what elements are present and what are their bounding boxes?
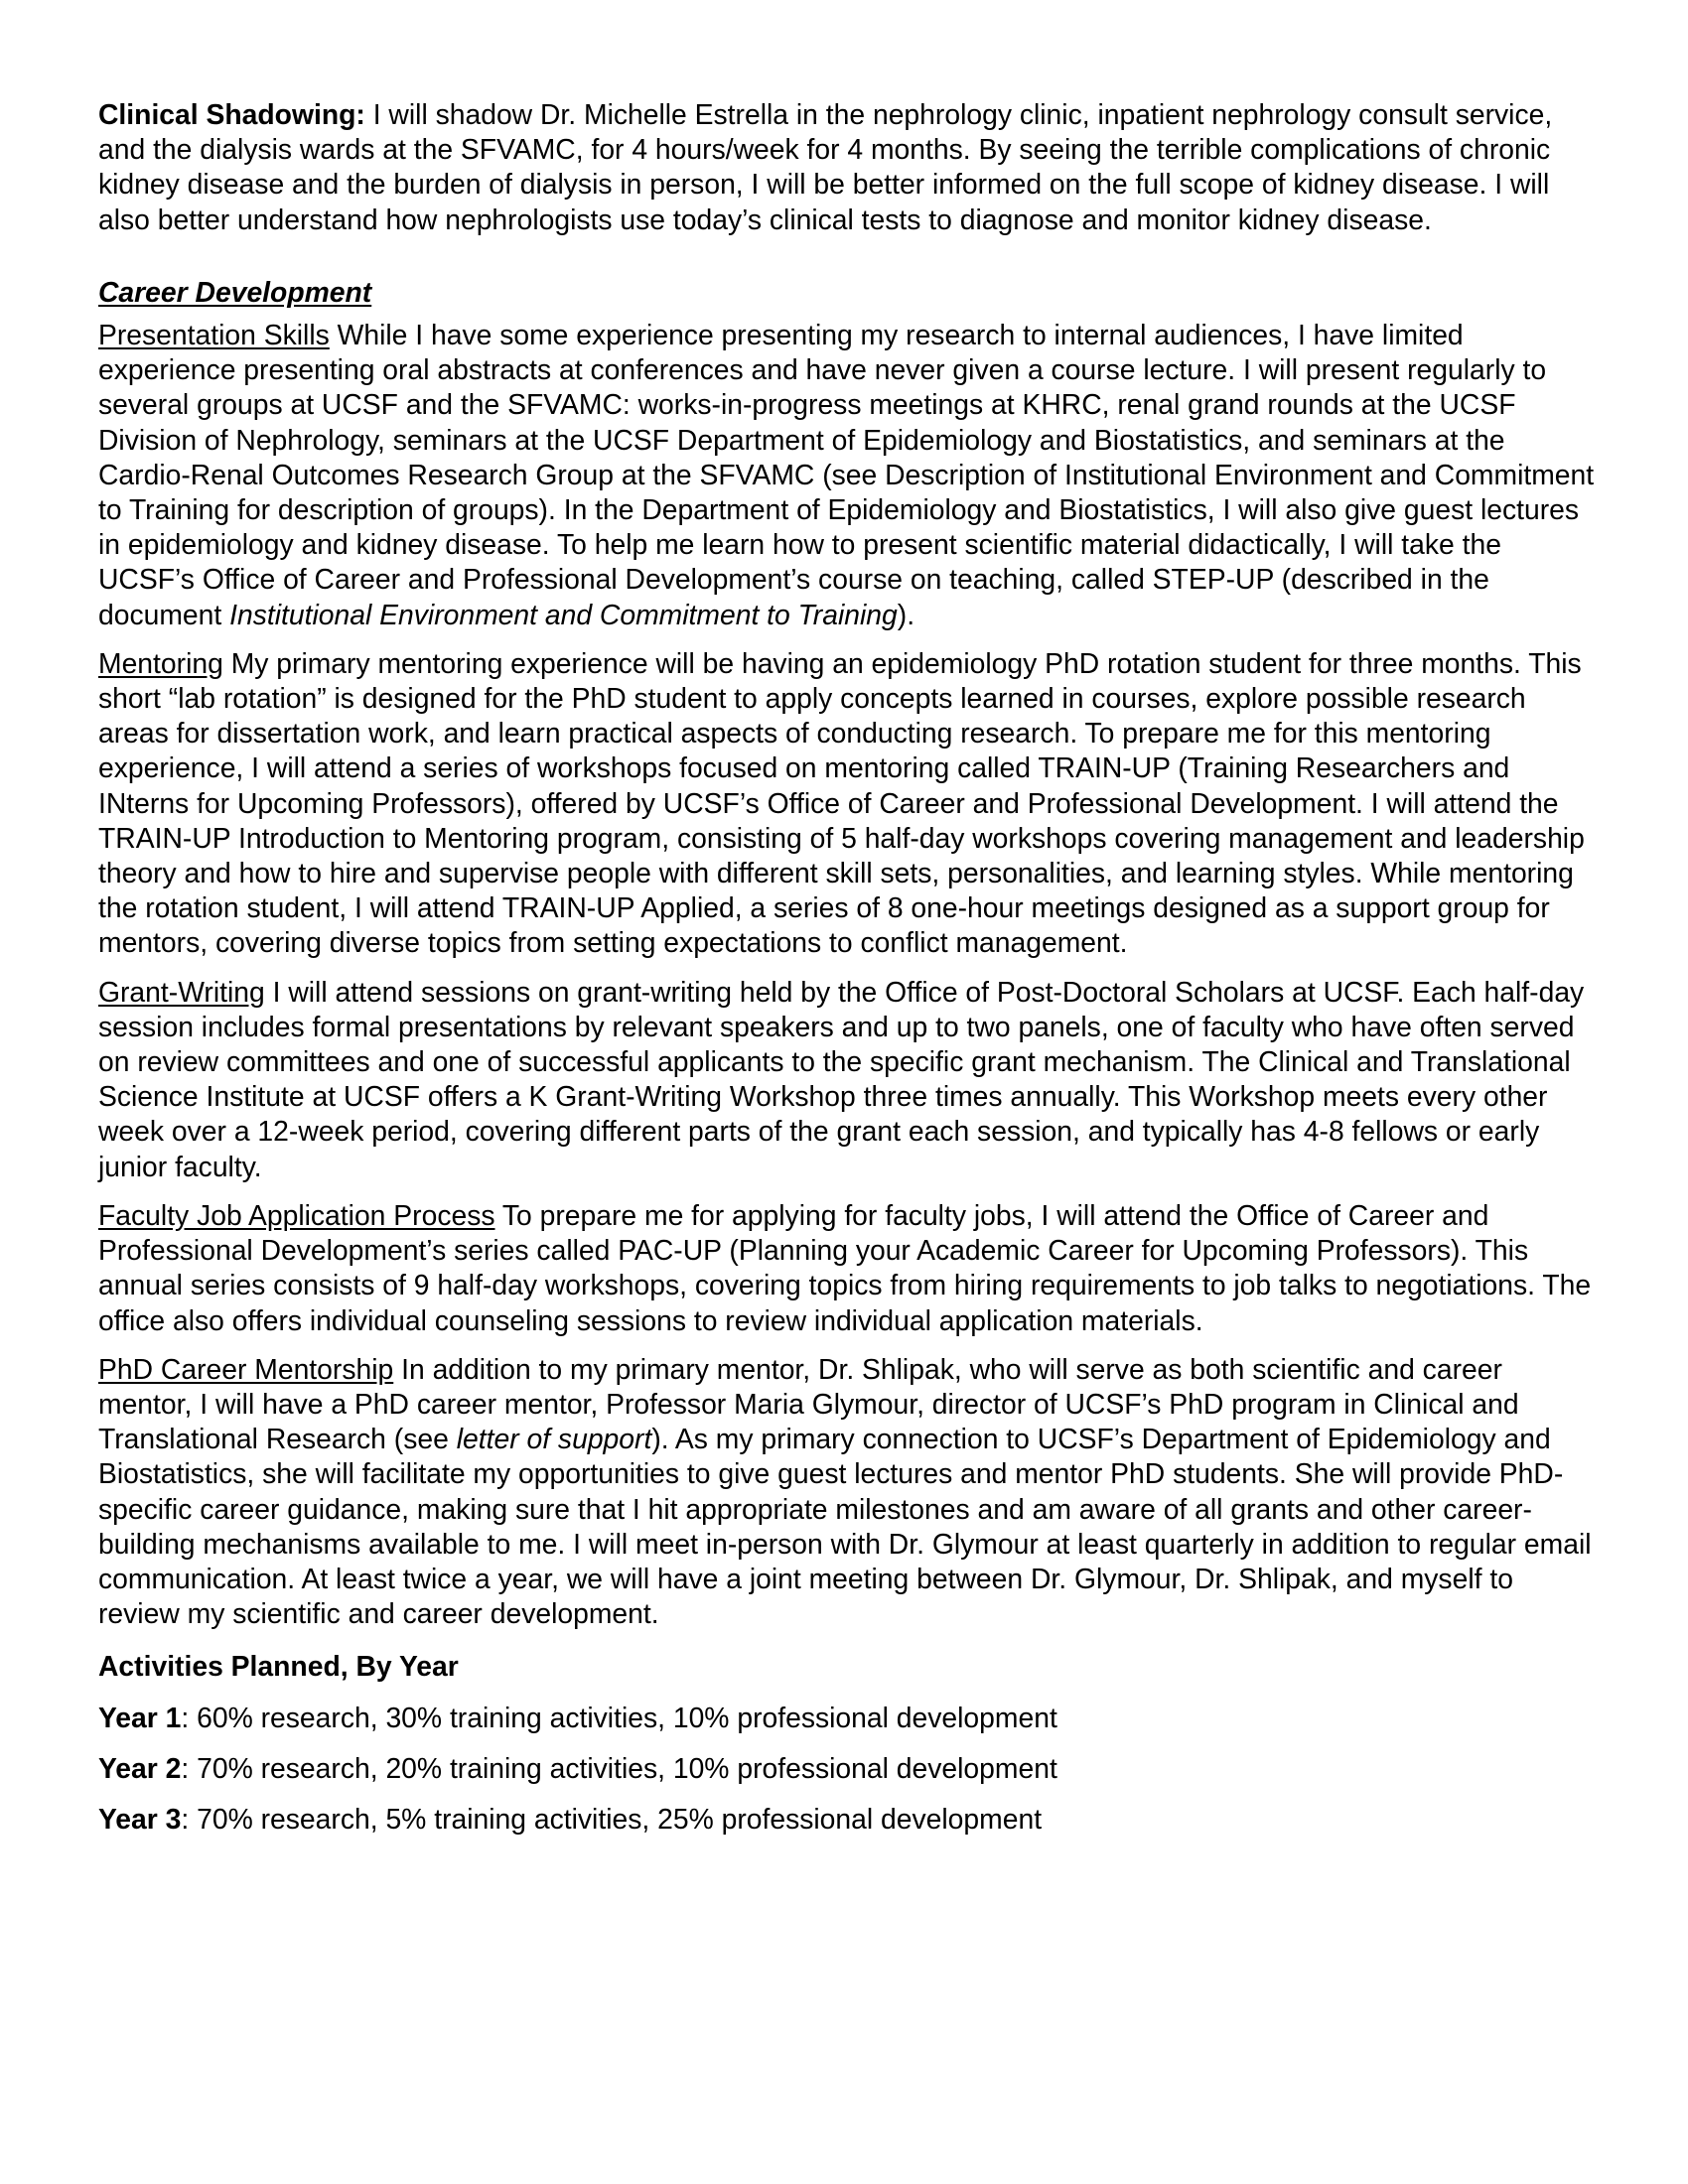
presentation-skills-text: While I have some experience presenting my research to internal audiences, I have limited experience presenting oral abstracts at conferences and have never given a course lecture. I will present regularly to several groups at UCSF and the SFVAMC: works-in-progress meetings at KHRC, renal grand rounds at the UCSF Division of Nephrology, seminars at the UCSF Department of Epidemiology and Biostatistics, and seminars at the Cardio-Renal Outcomes Research Group at the SFVAMC (see Description of Institutional Environment and Commitment to Training for description of groups). In the Department of Epidemiology and Biostatistics, I will also give guest lectures in epidemiology and kidney disease. To help me learn how to present scientific material didactically, I will take the UCSF’s Office of Career and Professional Development’s course on teaching, called STEP-UP (described in the document <box>98 319 1595 630</box>
phd-mentorship-italic: letter of support <box>456 1423 652 1455</box>
faculty-job-title: Faculty Job Application Process <box>98 1198 495 1231</box>
clinical-shadowing-paragraph <box>98 97 1600 237</box>
presentation-skills-italic: Institutional Environment and Commitment to Training <box>229 598 898 630</box>
document-body <box>98 97 1600 1852</box>
activity-year-label: Year 2 <box>98 1751 182 1784</box>
activity-year-line <box>98 1751 1600 1786</box>
activity-year-label: Year 1 <box>98 1701 182 1733</box>
faculty-job-text: To prepare me for applying for faculty jobs, I will attend the Office of Career and Professional Development’s series called PAC-UP (Planning your Academic Career for Upcoming Professors). This annual series consists of 9 half-day workshops, covering topics from hiring requirements to job talks to negotiations. The office also offers individual counseling sessions to review individual application materials. <box>98 1198 1592 1336</box>
phd-mentorship-title: PhD Career Mentorship <box>98 1352 394 1385</box>
mentoring-paragraph <box>98 646 1600 961</box>
mentoring-title: Mentoring <box>98 646 223 679</box>
activity-year-label: Year 3 <box>98 1802 182 1835</box>
presentation-skills-tail: ). <box>897 598 915 630</box>
presentation-skills-paragraph <box>98 318 1600 632</box>
phd-mentorship-paragraph <box>98 1352 1600 1632</box>
clinical-shadowing-text: I will shadow Dr. Michelle Estrella in the nephrology clinic, inpatient nephrology consult service, and the dialysis wards at the SFVAMC, for 4 hours/week for 4 months. By seeing the terrible complications of chronic kidney disease and the burden of dialysis in person, I will be better informed on the full scope of kidney disease. I will also better understand how nephrologists use today’s clinical tests to diagnose and monitor kidney disease. <box>98 98 1553 235</box>
mentoring-text: My primary mentoring experience will be having an epidemiology PhD rotation student for three months. This short “lab rotation” is designed for the PhD student to apply concepts learned in courses, explore possible research areas for dissertation work, and learn practical aspects of conducting research. To prepare me for this mentoring experience, I will attend a series of workshops focused on mentoring called TRAIN-UP (Training Researchers and INterns for Upcoming Professors), offered by UCSF’s Office of Career and Professional Development. I will attend the TRAIN-UP Introduction to Mentoring program, consisting of 5 half-day workshops covering management and leadership theory and how to hire and supervise people with different skill sets, personalities, and learning styles. While mentoring the rotation student, I will attend TRAIN-UP Applied, a series of 8 one-hour meetings designed as a support group for mentors, covering diverse topics from setting expectations to conflict management. <box>98 646 1585 959</box>
activity-year-text: : 70% research, 5% training activities, 25% professional development <box>181 1802 1043 1835</box>
clinical-shadowing-heading: Clinical Shadowing: <box>98 98 365 130</box>
activity-year-line <box>98 1701 1600 1735</box>
activities-heading: Activities Planned, By Year <box>98 1650 459 1683</box>
grant-writing-text: I will attend sessions on grant-writing held by the Office of Post-Doctoral Scholars at UCSF. Each half-day session includes formal presentations by relevant speakers and up to two panels, one of faculty who have often served on review committees and one of successful applicants to the specific grant mechanism. The Clinical and Translational Science Institute at UCSF offers a K Grant-Writing Workshop three times annually. This Workshop meets every other week over a 12-week period, covering different parts of the grant each session, and typically has 4-8 fellows or early junior faculty. <box>98 975 1585 1182</box>
activity-year-line <box>98 1802 1600 1837</box>
phd-mentorship-tail: ). As my primary connection to UCSF’s Department of Epidemiology and Biostatistics, she will facilitate my opportunities to give guest lectures and mentor PhD students. She will provide PhD-specific career guidance, making sure that I hit appropriate milestones and am aware of all grants and other career-building mechanisms available to me. I will meet in-person with Dr. Glymour at least quarterly in addition to regular email communication. At least twice a year, we will have a joint meeting between Dr. Glymour, Dr. Shlipak, and myself to review my scientific and career development. <box>98 1423 1592 1630</box>
faculty-job-paragraph <box>98 1198 1600 1338</box>
presentation-skills-title: Presentation Skills <box>98 319 330 351</box>
career-development-heading: Career Development <box>98 275 372 308</box>
grant-writing-paragraph <box>98 975 1600 1184</box>
grant-writing-title: Grant-Writing <box>98 975 265 1008</box>
phd-mentorship-text: In addition to my primary mentor, Dr. Shlipak, who will serve as both scientific and career mentor, I will have a PhD career mentor, Professor Maria Glymour, director of UCSF’s PhD program in Clinical and Translational Research (see <box>98 1352 1519 1455</box>
activity-year-text: : 70% research, 20% training activities, 10% professional development <box>181 1751 1057 1784</box>
activity-year-text: : 60% research, 30% training activities, 10% professional development <box>181 1701 1057 1733</box>
